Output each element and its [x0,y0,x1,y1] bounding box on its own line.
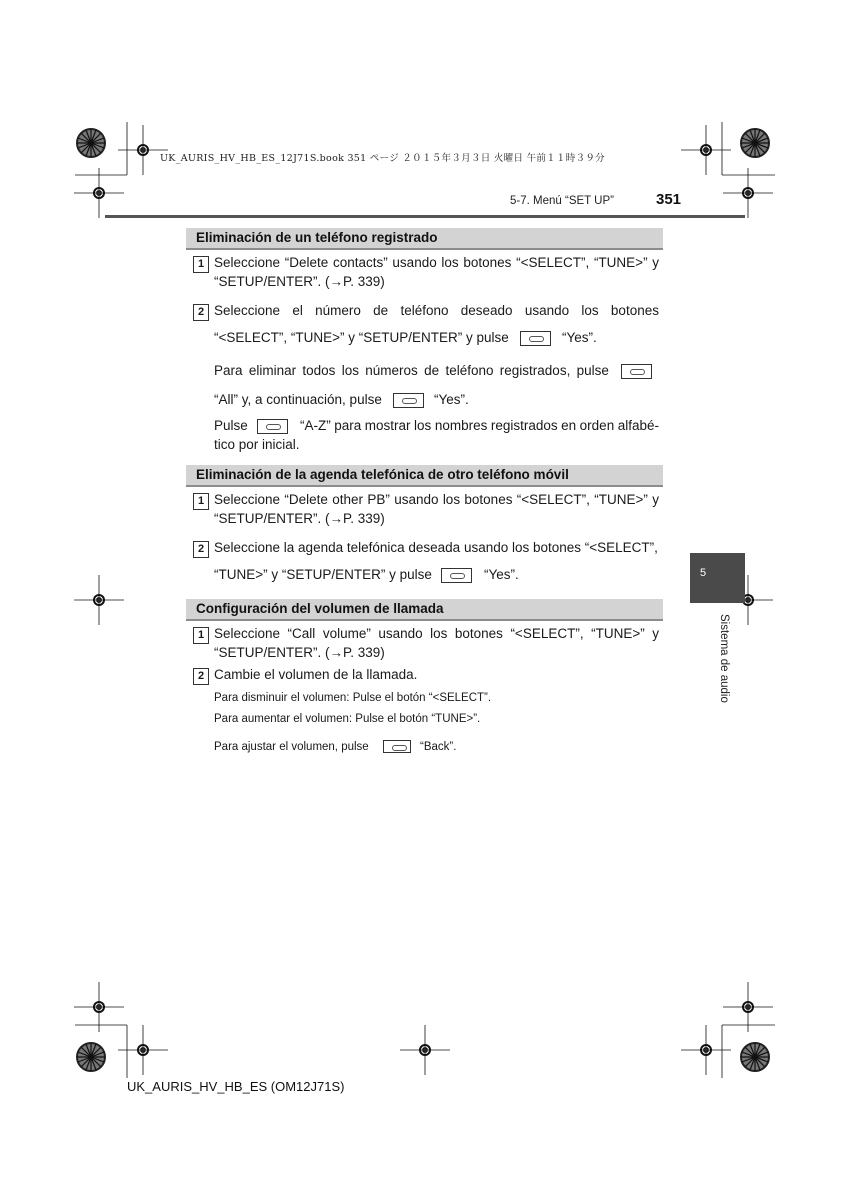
section-title-bar [186,599,663,621]
section-title-bar [186,228,663,250]
chapter-number: 5 [700,567,707,579]
button-icon [393,393,424,408]
sub-text-line: Para disminuir el volumen: Pulse el botón “<SELECT”. [214,692,492,704]
step-text-line: “TUNE>” y “SETUP/ENTER” y pulse [214,567,432,582]
section-title: Eliminación de un teléfono registrado [196,230,438,245]
step-number: 2 [193,304,209,321]
step-text-line: “Yes”. [484,567,519,582]
note-text-line: Para eliminar todos los números de teléfono registrados, pulse [214,363,609,378]
step-text-line: “<SELECT”, “TUNE>” y “SETUP/ENTER” y pulse [214,330,509,345]
header-rule [105,215,745,218]
sub-text-line: Para ajustar el volumen, pulse [214,741,369,753]
button-icon [441,568,472,583]
chapter-label: Sistema de audio [718,614,730,703]
note-text-line: tico por inicial. [214,437,300,452]
section-title: Eliminación de la agenda telefónica de otro teléfono móvil [196,467,569,482]
sub-text-line: “Back”. [420,741,457,753]
section-title-bar [186,465,663,487]
print-info-line: UK_AURIS_HV_HB_ES_12J71S.book 351 ページ ２０１５年３月３日 火曜日 午前１１時３９分 [160,153,605,164]
step-number: 1 [193,493,209,510]
step-text-line: Seleccione “Call volume” usando los botones “<SELECT”, “TUNE>” y [214,626,659,641]
step-text-line: Seleccione el número de teléfono deseado usando los botones [214,303,659,318]
button-icon [383,740,411,753]
step-text-line: Cambie el volumen de la llamada. [214,667,418,682]
step-text-line: Seleccione la agenda telefónica deseada usando los botones “<SELECT”, [214,540,658,555]
step-text-line: “SETUP/ENTER”. (→P. 339) [214,274,385,289]
note-text-line: “Yes”. [434,392,469,407]
step-number: 2 [193,668,209,685]
note-text-line: “A-Z” para mostrar los nombres registrados en orden alfabé- [300,418,659,433]
button-icon [621,364,652,379]
sub-text-line: Para aumentar el volumen: Pulse el botón “TUNE>”. [214,713,481,725]
page-number: 351 [656,191,682,208]
step-text-line: Seleccione “Delete contacts” usando los botones “<SELECT”, “TUNE>” y [214,255,659,270]
step-text-line: “SETUP/ENTER”. (→P. 339) [214,511,385,526]
chapter-tab [690,553,745,603]
button-icon [520,331,551,346]
step-number: 1 [193,256,209,273]
note-text-line: “All” y, a continuación, pulse [214,392,382,407]
section-title: Configuración del volumen de llamada [196,601,444,616]
note-text-line: Pulse [214,418,248,433]
section-reference: 5-7. Menú “SET UP” [510,195,614,207]
step-text-line: Seleccione “Delete other PB” usando los botones “<SELECT”, “TUNE>” y [214,492,659,507]
step-text-line: “SETUP/ENTER”. (→P. 339) [214,645,385,660]
step-text-line: “Yes”. [562,330,597,345]
step-number: 2 [193,541,209,558]
document-code: UK_AURIS_HV_HB_ES (OM12J71S) [127,1079,345,1094]
step-number: 1 [193,627,209,644]
button-icon [257,419,288,434]
